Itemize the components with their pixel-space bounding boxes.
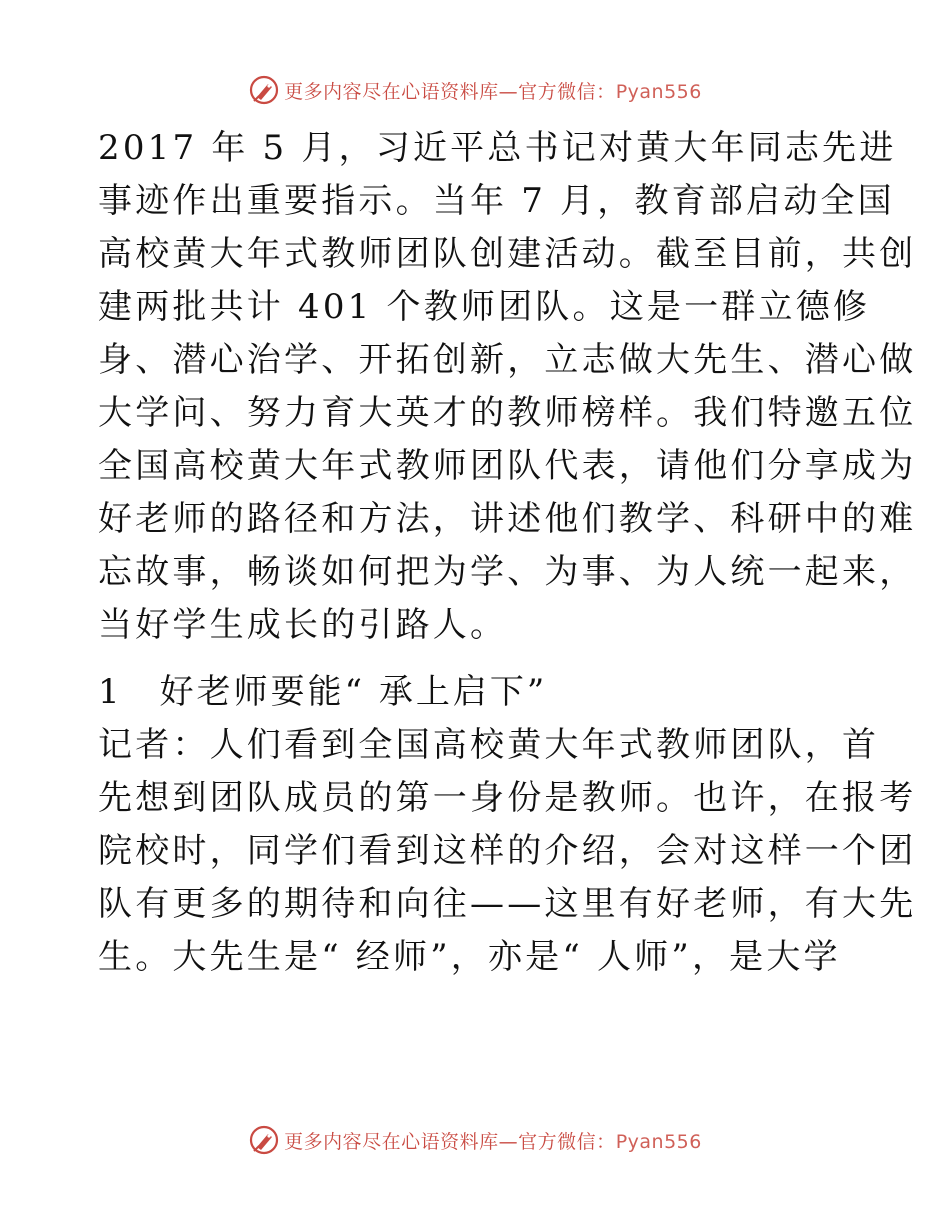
watermark-site-text: 更多内容尽在心语资料库 [284, 1130, 499, 1153]
intro-line: 当好学生成长的引路人。 [98, 605, 508, 645]
section-heading: 1 好老师要能“ 承上启下” [98, 672, 548, 712]
watermark-wechat-id: Pyan556 [615, 80, 702, 103]
pen-nib-logo-icon [248, 1124, 280, 1156]
intro-line: 好老师的路径和方法，讲述他们教学、科研中的难 [98, 499, 917, 539]
watermark-header [0, 70, 950, 110]
intro-line: 2017 年 5 月，习近平总书记对黄大年同志先进 [98, 128, 897, 168]
watermark-official-label: 官方微信： [518, 80, 616, 103]
pen-nib-logo-icon [248, 74, 280, 106]
watermark-official-label: 官方微信： [518, 1130, 616, 1153]
interview-paragraph [98, 719, 917, 984]
article-body [98, 122, 917, 984]
watermark-text [284, 1127, 702, 1154]
intro-line: 全国高校黄大年式教师团队代表，请他们分享成为 [98, 446, 917, 486]
watermark-site-text: 更多内容尽在心语资料库 [284, 80, 499, 103]
intro-line: 忘故事，畅谈如何把为学、为事、为人统一起来， [98, 552, 917, 592]
interview-line: 队有更多的期待和向往——这里有好老师，有大先 [98, 884, 917, 924]
intro-paragraph [98, 122, 917, 652]
watermark-footer [0, 1120, 950, 1160]
interview-line: 先想到团队成员的第一身份是教师。也许，在报考 [98, 778, 917, 818]
intro-line: 建两批共计 401 个教师团队。这是一群立德修 [98, 287, 871, 327]
watermark-wechat-id: Pyan556 [615, 1130, 702, 1153]
intro-line: 身、潜心治学、开拓创新，立志做大先生、潜心做 [98, 340, 917, 380]
interview-line: 记者：人们看到全国高校黄大年式教师团队，首 [98, 725, 880, 765]
watermark-text [284, 77, 702, 104]
intro-line: 事迹作出重要指示。当年 7 月，教育部启动全国 [98, 181, 895, 221]
intro-line: 大学问、努力育大英才的教师榜样。我们特邀五位 [98, 393, 917, 433]
watermark-dash: — [498, 80, 519, 103]
intro-line: 高校黄大年式教师团队创建活动。截至目前，共创 [98, 234, 917, 274]
interview-line: 院校时，同学们看到这样的介绍，会对这样一个团 [98, 831, 917, 871]
interview-line: 生。大先生是“ 经师”，亦是“ 人师”，是大学 [98, 937, 841, 977]
watermark-dash: — [498, 1130, 519, 1153]
